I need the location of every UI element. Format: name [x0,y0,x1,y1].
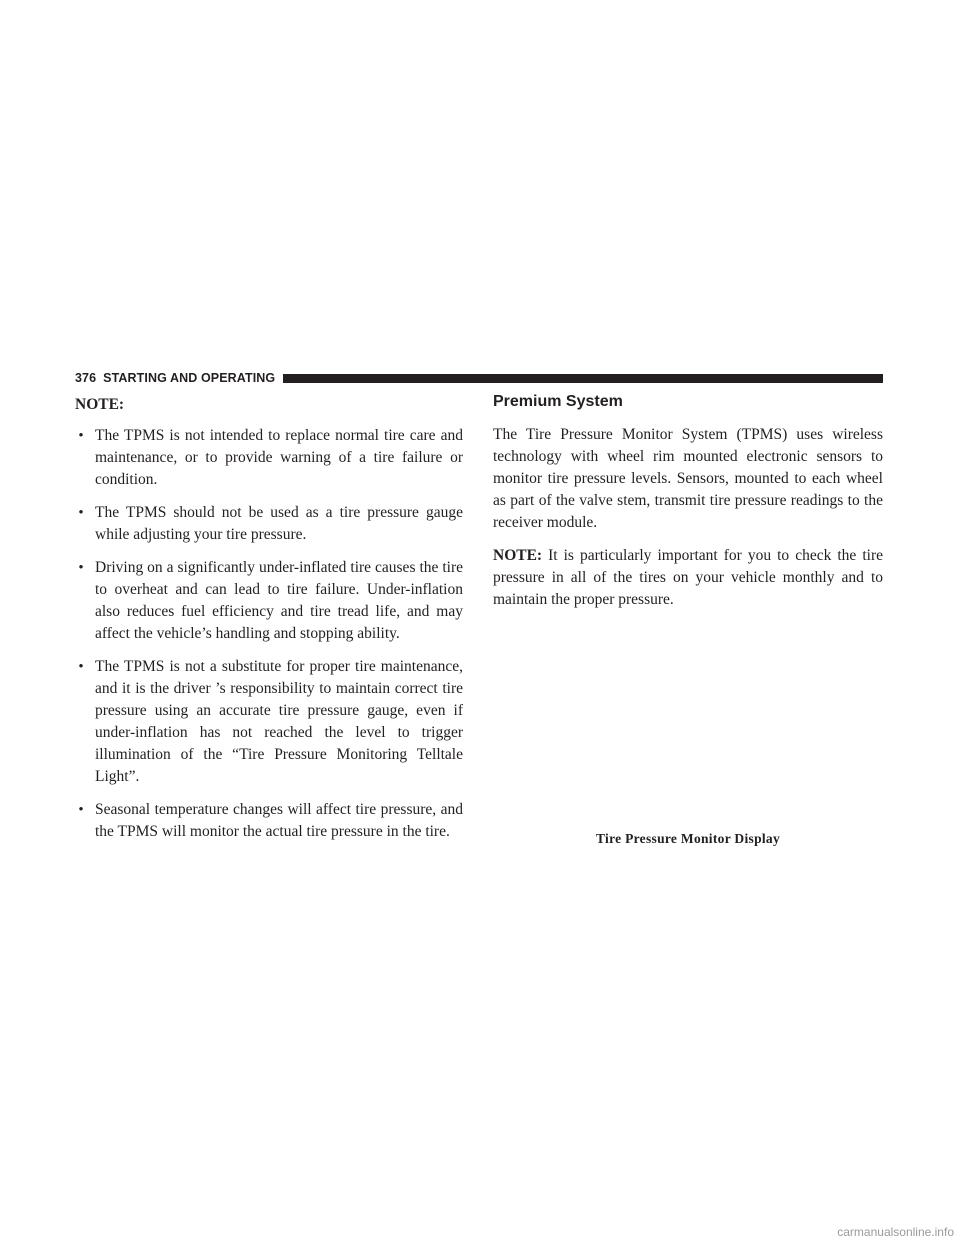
list-item [75,502,463,546]
note-bullet-list [75,425,463,843]
bullet-icon: • [78,659,84,675]
section-heading: Premium System [493,393,623,410]
intro-paragraph: The Tire Pressure Monitor System (TPMS) uses wireless technology with wheel rim mounted electronic sensors to monitor tire pressure levels. Sensors, mounted to each wheel as part of the valve stem, transmit tire pressure readings to the receiver module. [493,426,883,531]
note-label: NOTE: [75,396,125,413]
bullet-text: Seasonal temperature changes will affect tire pressure, and the TPMS will monitor the actual tire pressure in the tire. [95,801,463,840]
bullet-icon: • [78,802,84,818]
list-item [75,799,463,843]
note-label: NOTE: [493,547,543,564]
page-number: 376 [75,371,97,385]
list-item [75,656,463,788]
left-column [75,394,463,854]
bullet-icon: • [78,505,84,521]
bullet-text: The TPMS is not intended to replace normal tire care and maintenance, or to provide warning of a tire failure or condition. [95,427,463,488]
note-paragraph [493,545,883,611]
section-title: STARTING AND OPERATING [103,371,276,385]
figure-caption: Tire Pressure Monitor Display [595,831,781,846]
bullet-text: The TPMS should not be used as a tire pressure gauge while adjusting your tire pressure. [95,504,463,543]
page-header [75,369,883,387]
right-column [493,392,883,622]
bullet-icon: • [78,428,84,444]
list-item [75,557,463,645]
note-text: It is particularly important for you to check the tire pressure in all of the tires on your vehicle monthly and to maintain the proper pressure. [493,547,883,608]
list-item [75,425,463,491]
watermark: carmanualsonline.info [837,1225,954,1239]
bullet-text: Driving on a significantly under-inflated tire causes the tire to overheat and can lead to tire failure. Under-inflation also reduces fuel efficiency and tire tread life, and may affect the vehicle’s handling and stopping ability. [95,559,463,642]
header-rule [283,374,883,383]
bullet-text: The TPMS is not a substitute for proper tire maintenance, and it is the driver ’s responsibility to maintain correct tire pressure using an accurate tire pressure gauge, even if under-inflation has not reached the level to trigger illumination of the “Tire Pressure Monitoring Telltale Light”. [95,658,463,785]
bullet-icon: • [78,560,84,576]
